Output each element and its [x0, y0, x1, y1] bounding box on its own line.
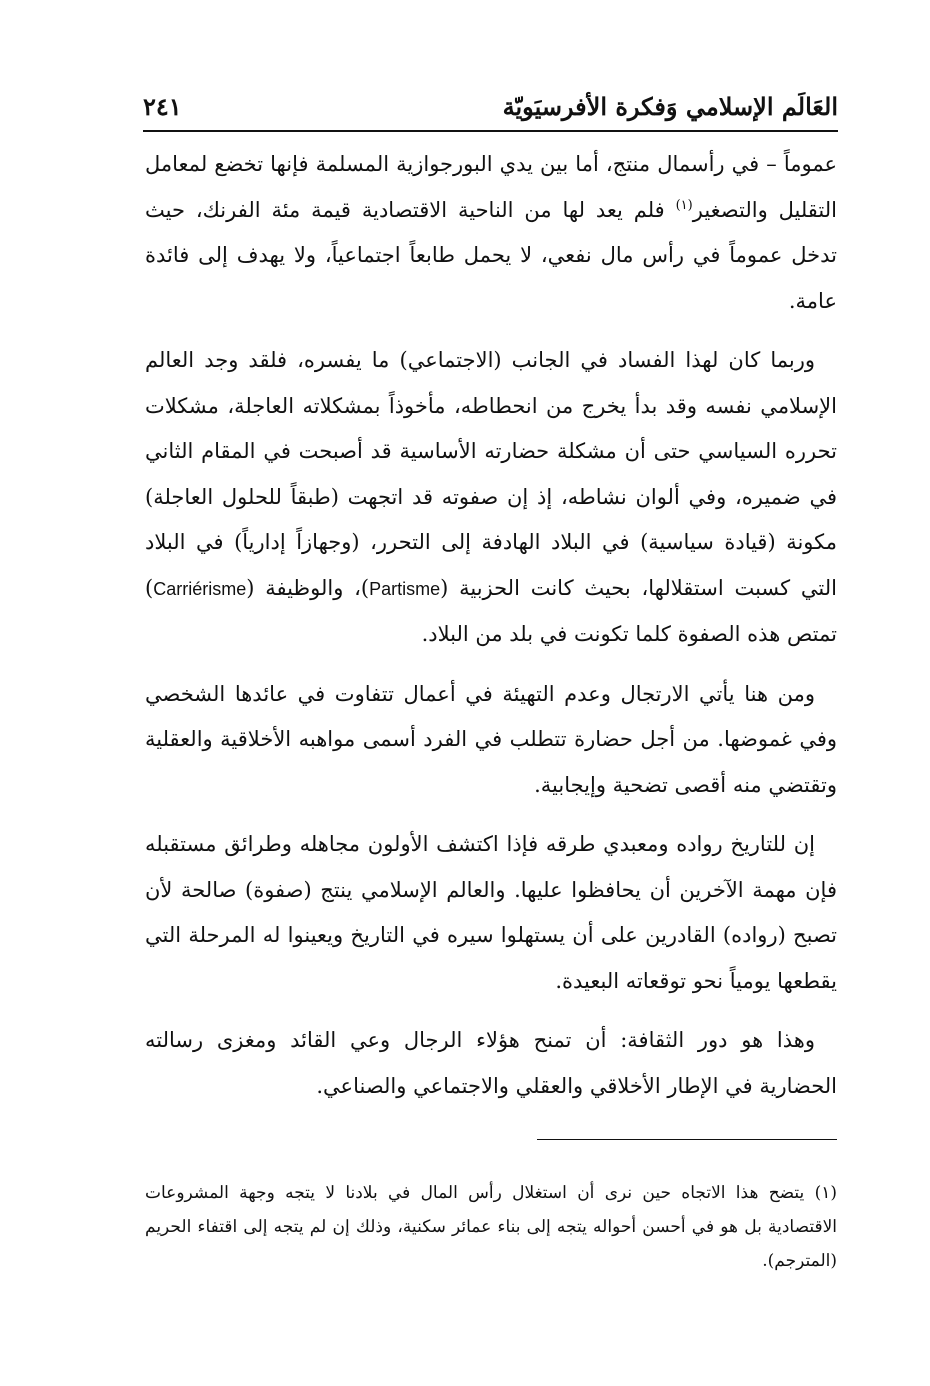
footnote-reference: (١)	[675, 197, 693, 213]
paragraph-1-text-a: عموماً – في رأسمال منتج، أما بين يدي البورجوازية المسلمة فإنها تخضع لمعامل التقليل والتصغير	[145, 152, 837, 222]
body-text	[145, 142, 837, 1123]
latin-term-partisme: Partisme	[369, 578, 441, 599]
header-rule	[143, 130, 838, 132]
paragraph-4: إن للتاريخ رواده ومعبدي طرقه فإذا اكتشف الأولون مجاهله وطرائق مستقبله فإن مهمة الآخرين أن يحافظوا عليها. والعالم الإسلامي ينتج (صفوة) صالحة لأن تصبح (رواده) القادرين على أن يستهلوا سيره في التاريخ ويعينوا له المرحلة التي يقطعها يومياً نحو توقعاته البعيدة.	[145, 832, 837, 993]
paragraph-2	[145, 338, 837, 658]
paragraph-2-text-b: )، والوظيفة (	[246, 575, 370, 600]
paragraph-1-text-b: فلم يعد لها من الناحية الاقتصادية قيمة مئة الفرنك، حيث تدخل عموماً في رأس مال نفعي، لا يحمل طابعاً اجتماعياً، ولا يهدف إلى فائدة عامة.	[145, 197, 837, 313]
running-head	[143, 88, 838, 128]
paragraph-2-text-a: وربما كان لهذا الفساد في الجانب (الاجتماعي) ما يفسره، فلقد وجد العالم الإسلامي نفسه وقد بدأ يخرج من انحطاطه، مأخوذاً بمشكلاته العاجلة، مشكلات تحرره السياسي حتى أن مشكلة حضارته الأساسية قد أصبحت في المقام الثاني في ضميره، وفي ألوان نشاطه، إذ إن صفوته قد اتجهت (طبقاً للحلول العاجلة) مكونة (قيادة سياسية) في البلاد الهادفة إلى التحرر، (وجهازاً إدارياً) في البلاد التي كسبت استقلالها، بحيث كانت الحزبية (	[145, 348, 837, 600]
running-title: العَالَم الإسلامي وَفكرة الأفرسيَويّة	[502, 92, 838, 121]
paragraph-3: ومن هنا يأتي الارتجال وعدم التهيئة في أعمال تتفاوت في عائدها الشخصي وفي غموضها. من أجل حضارة تتطلب في الفرد أسمى مواهبه الأخلاقية والعقلية وتقتضي منه أقصى تضحية وإيجابية.	[145, 681, 837, 797]
footnote-1: (١) يتضح هذا الاتجاه حين نرى أن استغلال رأس المال في بلادنا لا يتجه وجهة المشروعات الاقتصادية بل هو في أحسن أحواله يتجه إلى بناء عمائر سكنية، وذلك إن لم يتجه إلى اقتفاء الحريم (المترجم).	[145, 1183, 837, 1271]
page-number: ٢٤١	[143, 92, 182, 121]
footnote-rule	[537, 1139, 837, 1140]
paragraph-2-text-c: ) تمتص هذه الصفوة كلما تكونت في بلد من البلاد.	[145, 575, 837, 646]
latin-term-carrierisme: Carriérisme	[153, 578, 247, 599]
paragraph-5: وهذا هو دور الثقافة: أن تمنح هؤلاء الرجال وعي القائد ومغزى رسالته الحضارية في الإطار الأخلاقي والعقلي والاجتماعي والصناعي.	[145, 1028, 837, 1098]
paragraph-1	[145, 142, 837, 324]
